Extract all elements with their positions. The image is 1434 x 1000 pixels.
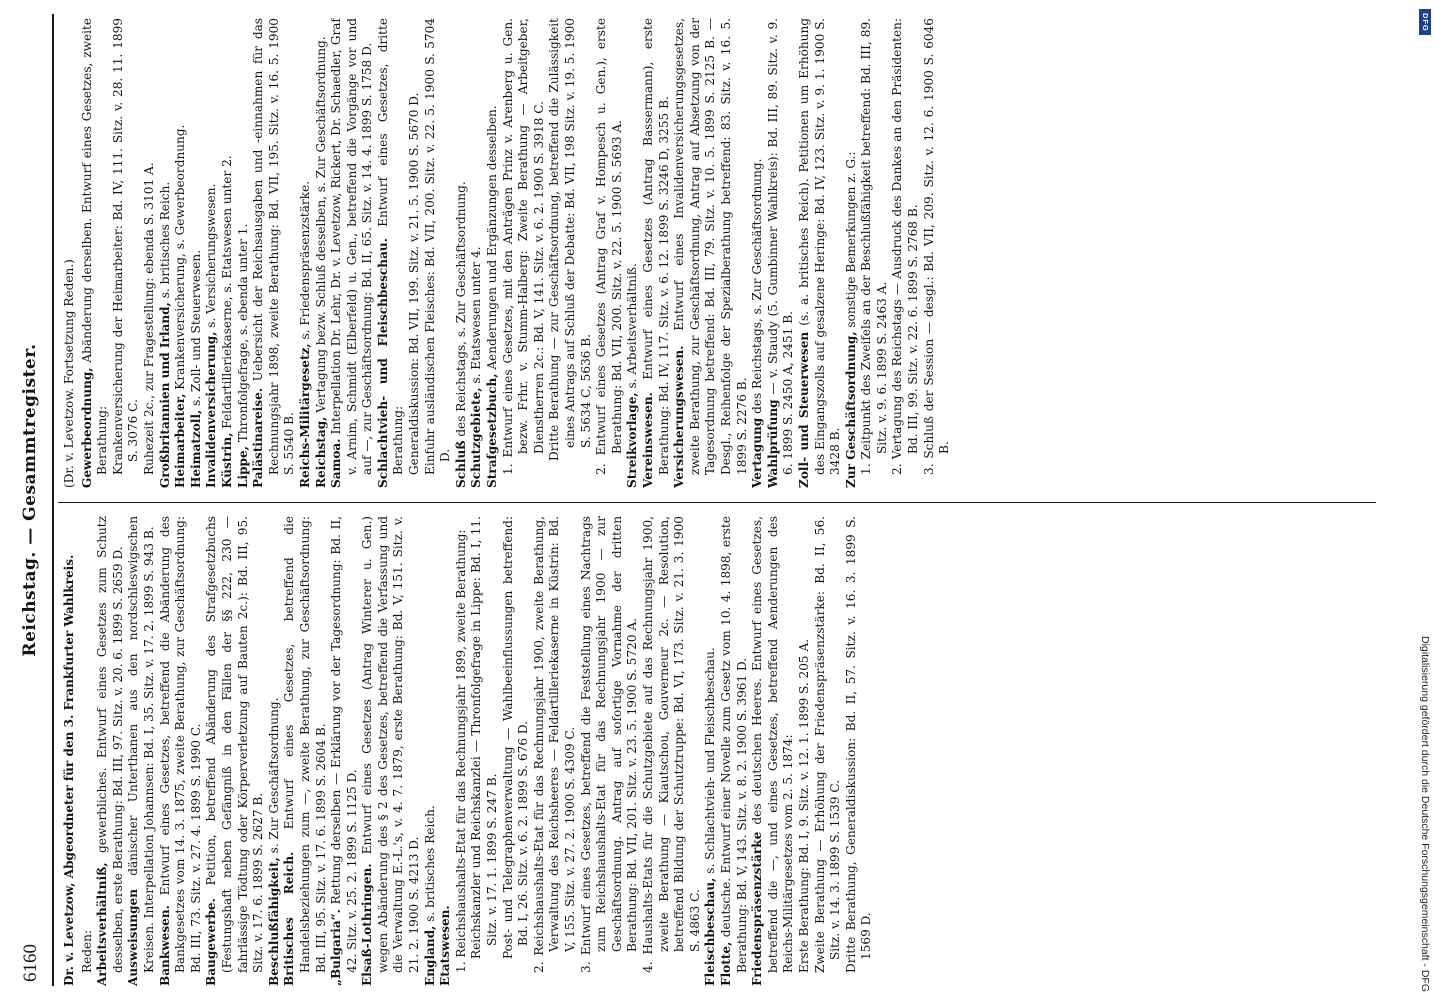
entry-heading: Vereinswesen.: [640, 392, 655, 488]
entry-text: 2. Vertagung des Reichstags — Ausdruck des Dankes an den Präsidenten: Bd. III, 99. Sitz. v. 22. 6. 1899 S. 2768 B.: [890, 18, 921, 475]
index-entry: [111, 18, 142, 488]
index-entry: [251, 18, 298, 488]
index-entry: [282, 516, 329, 986]
entry-text: Krankenversicherung der Heimarbeiter: Bd. IV, 111. Sitz. v. 28. 11. 1899 S. 3076 C.: [110, 18, 141, 475]
entry-heading: Reichs-Militärgesetz,: [297, 343, 312, 488]
entry-heading: Elsaß-Lothringen.: [360, 863, 375, 986]
page-header: [14, 14, 54, 986]
entry-heading: Schluß: [453, 440, 468, 488]
index-entry: [126, 516, 157, 986]
index-entry: [423, 18, 454, 488]
right-column: [62, 18, 1380, 488]
entry-heading: Schutzgebiete,: [469, 387, 484, 488]
index-entry: [158, 516, 205, 986]
entry-text: Feldartilleriekaserne, s. Etatswesen unter 2.: [219, 155, 234, 433]
entry-text: Generaldiskussion: Bd. VII, 199. Sitz. v. 21. 5. 1900 S. 5670 D.: [407, 92, 422, 475]
entry-text: Erste Berathung: Bd. I, 9. Sitz. v. 12. 1. 1899 S. 205 A.: [796, 638, 811, 973]
index-entry: [703, 516, 719, 986]
continuation-note: (Dr. v. Levetzow. Fortsetzung Reden.): [62, 259, 76, 488]
index-entry: [376, 18, 407, 488]
entry-text: s. Etatswesen unter 4.: [469, 246, 484, 388]
index-entry: [454, 18, 470, 488]
entry-text: Krankenversicherung, s. Gewerbeordnung.: [173, 124, 188, 394]
index-entry: [797, 18, 844, 488]
entry-text: — v. Staudy (5. Gumbinner Wahlkreis): Bd. III, 89. Sitz. v. 9. 6. 1899 S. 2450 A, 2451 B.: [765, 18, 796, 475]
column-divider: [58, 502, 1376, 503]
index-entry: [922, 18, 953, 488]
index-entry: [329, 516, 360, 986]
index-entry: [267, 516, 283, 986]
index-entry: [890, 18, 921, 488]
index-entry: [501, 516, 532, 986]
index-entry: [80, 516, 96, 986]
entry-text: Dritte Berathung, Generaldiskussion: Bd. II, 57. Sitz. v. 16. 3. 1899 S. 1569 D.: [843, 516, 874, 973]
entry-text: Vertagung bezw. Schluß desselben, s. Zur Geschäftsordnung.: [313, 36, 328, 417]
index-entry: [844, 18, 860, 488]
page-number: 6160: [20, 944, 41, 982]
entry-heading: Bankwesen.: [157, 905, 172, 986]
entry-heading: Küstrin,: [219, 432, 234, 488]
entry-text: 3. Entwurf eines Gesetzes, betreffend die Feststellung eines Nachtrags zum Reichshaushalts-Etat für das Rechnungsjahr 1900 — zur Geschäftsordnung. Antrag auf sofortige Vornahme der dritten Berathung: Bd. VII, 201. Sitz. v. 23. 5. 1900 S. 5720 A.: [578, 516, 640, 973]
dfg-logo-icon: DFG: [1419, 9, 1431, 35]
entry-text: Post- und Telegraphenverwaltung — Wahlbeeinflussungen betreffend: Bd. I, 26. Sitz. v. 6. 2. 1899 S. 676 D.: [500, 516, 531, 959]
index-entry: [594, 18, 625, 488]
entry-text: Entwurf eines Gesetzes (Antrag Bassermann), erste Berathung: Bd. IV, 117. Sitz. v. 6. 12. 1899 S. 3246 D, 3255 B.: [640, 18, 671, 475]
index-entry: [750, 516, 797, 986]
entry-text: Zweite Berathung — Erhöhung der Friedenspräsenzstärke: Bd. II, 56. Sitz. v. 14. 3. 1899 S. 1539 C.: [812, 516, 843, 973]
entry-text: s. Zur Geschäftsordnung.: [266, 697, 281, 858]
member-name: Dr. v. Levetzow, Abgeordneter für den 3. Frankfurter Wahlkreis.: [62, 554, 76, 986]
entry-text: s. britisches Reich.: [422, 805, 437, 926]
entry-heading: Palästinareise.: [251, 387, 266, 488]
index-entry: [859, 18, 890, 488]
index-entry: [407, 18, 423, 488]
index-entry: [204, 18, 220, 488]
entry-heading: Etatswesen.: [438, 905, 453, 986]
entry-text: s. Zoll- und Steuerwesen.: [188, 249, 203, 410]
index-entry: [797, 516, 813, 986]
index-entry: [158, 18, 174, 488]
entry-text: deutsche. Entwurf einer Novelle zum Gesetz vom 10. 4. 1898, erste Berathung: Bd. V, 143. Sitz. v. 8. 2. 1900 S. 3961 D.: [718, 516, 749, 973]
entry-text: 1. Entwurf eines Gesetzes, mit den Anträgen Prinz v. Arenberg u. Gen. bezw. Frhr. v. Stumm-Halberg: Zweite Berathung — Arbeitgeber, Dienstherren 2c.: Bd. V, 141. Sitz. v. 6. 2. 1900 S. 3918 C.: [500, 18, 546, 475]
index-entry: [844, 516, 875, 986]
entry-heading: Arbeitsverhältniß,: [95, 862, 110, 986]
entry-heading: Versicherungswesen.: [672, 345, 687, 488]
entry-heading: Samoa.: [329, 438, 344, 488]
entry-text: s. britisches Reich.: [157, 181, 172, 303]
entry-text: Abänderung derselben. Entwurf eines Gesetzes, zweite Berathung:: [79, 18, 110, 475]
index-entry: [298, 18, 314, 488]
index-entry: [189, 18, 205, 488]
entry-text: dänischer Unterthanen aus den nordschleswigschen Kreisen. Interpellation Johannsen: Bd. I, 35. Sitz. v. 17. 2. 1899 S. 943 B.: [126, 516, 156, 973]
index-entry: [625, 18, 641, 488]
entry-text: gewerbliches. Entwurf eines Gesetzes zum Schutz desselben, erste Berathung: Bd. III, 97. Sitz. v. 20. 6. 1899 S. 2659 D.: [95, 516, 125, 973]
index-entry: [236, 18, 252, 488]
index-entry: [360, 516, 422, 986]
entry-text: des deutschen Heeres. Entwurf eines Gesetzes, betreffend die —, und eines Gesetzes, betreffend Aenderungen des Reichs-Militärgesetzes vom 2. 5. 1874:: [750, 516, 796, 973]
entry-text: Petition, betreffend Abänderung des Strafgesetzbuchs (Festungshaft neben Gefängniß in den Fällen der §§ 222, 230 — fahrlässige Tödtung oder Körperverletzung auf Bauten 2c.): Bd. III, 95. Sitz. v. 17. 6. 1899 S. 2627 B.: [204, 516, 266, 973]
entry-text: sonstige Bemerkungen z. G.:: [843, 151, 858, 332]
entry-text: Einfuhr ausländischen Fleisches: Bd. VII, 200. Sitz. v. 22. 5. 1900 S. 5704 D.: [422, 18, 453, 475]
entry-text: 4. Haushalts-Etats für die Schutzgebiete auf das Rechnungsjahr 1900, zweite Berathung — Kiautschou, Gouverneur 2c. — Resolution, betreffend Bildung der Schutztruppe: Bd. VI, 173. Sitz. v. 21. 3. 1900 S. 4863 C.: [640, 516, 702, 973]
index-entry: [423, 516, 439, 986]
entry-text: Entwurf eines Gesetzes (Antrag Winterer u. Gen.) wegen Abänderung des § 2 des Gesetzes, betreffend die Verfassung und die Verwaltung E.-L.'s, v. 4. 7. 1879, erste Berathung: Bd. V, 151. Sitz. v. 21. 2. 1900 S. 4213 D.: [360, 516, 422, 973]
index-entry: [469, 18, 485, 488]
index-entry: [438, 516, 454, 986]
index-entry: [485, 18, 501, 488]
digitization-credit: [1418, 8, 1432, 992]
index-entry: [173, 18, 189, 488]
entry-heading: Gewerbeordnung,: [79, 367, 94, 488]
index-entry: [766, 18, 797, 488]
entry-heading: Schlachtvieh- und Fleischbeschau.: [375, 238, 390, 488]
entry-text: Reden:: [79, 929, 94, 973]
index-entry: [501, 18, 548, 488]
entry-text: Entwurf eines Gesetzes, betreffend die Abänderung des Bankgesetzes vom 14. 3. 1875, zweite Berathung, zur Geschäftsordnung: Bd. III, 73. Sitz. v. 27. 4. 1899 S. 1990 C.: [157, 516, 203, 973]
entry-text: Reichskanzler und Reichskanzlei — Thronfolgefrage in Lippe: Bd. I, 11. Sitz. v. 17. 1. 1899 S. 247 B.: [469, 516, 500, 959]
entry-heading: Lippe,: [235, 446, 250, 488]
index-entry: [750, 18, 766, 488]
entry-text: 1. Reichshaushalts-Etat für das Rechnungsjahr 1899, zweite Berathung:: [453, 529, 468, 973]
index-entry: [641, 516, 703, 986]
entry-heading: Zoll- und Steuerwesen: [796, 331, 811, 488]
entry-text: Entwurf eines Gesetzes, dritte Berathung:: [375, 18, 406, 475]
entry-text: Uebersicht der Reichsausgaben und -einnahmen für das Rechnungsjahr 1898, zweite Berathung: Bd. VII, 195. Sitz. v. 16. 5. 1900 S. 5540 B.: [251, 18, 297, 475]
entry-heading: England,: [422, 925, 437, 986]
entry-text: Rettung derselben — Erklärung vor der Tagesordnung: Bd. II, 42. Sitz. v. 25. 2. 1899 S. 1125 D.: [329, 516, 359, 973]
entry-heading: Strafgesetzbuch,: [485, 373, 500, 488]
entry-text: des Reichstags, s. Zur Geschäftsordnung.: [453, 181, 468, 441]
entry-text: Ruhezeit 2c., zur Fragestellung: ebenda S. 3101 A.: [141, 162, 156, 475]
entry-heading: Friedenspräsenzstärke: [750, 831, 765, 986]
entry-heading: Großbritannien und Irland,: [157, 302, 172, 488]
entry-heading: Heimarbeiter,: [173, 393, 188, 488]
index-entry: [672, 18, 750, 488]
entry-text: 1. Zeitpunkt des Zweifels an der Beschlußfähigkeit betreffend: Bd. III, 89. Sitz. v. 9. 6. 1899 S. 2463 A.: [859, 18, 889, 475]
index-entry: [813, 516, 844, 986]
entry-heading: Britisches Reich.: [282, 851, 297, 986]
index-entry: [80, 18, 111, 488]
entry-heading: Flotte,: [718, 941, 733, 986]
index-entry: [142, 18, 158, 488]
entry-heading: Ausweisungen: [126, 888, 141, 986]
entry-heading: Heimatzoll,: [188, 409, 203, 488]
entry-text: s. Versicherungswesen.: [204, 183, 219, 332]
left-column: [62, 516, 1380, 986]
credit-text: Digitalisierung gefördert durch die Deutsche Forschungsgemeinschaft - DFG: [1419, 635, 1431, 992]
entry-text: Thronfolgefrage, s. ebenda unter 1.: [235, 223, 250, 447]
index-entry: [641, 18, 672, 488]
index-entry: [220, 18, 236, 488]
index-entry: [532, 516, 579, 986]
index-entry: [719, 516, 750, 986]
entry-heading: Invalidenversicherung,: [204, 331, 219, 488]
entry-text: Aenderungen und Ergänzungen desselben.: [485, 105, 500, 374]
entry-text: s. Schlachtvieh- und Fleischbeschau.: [703, 647, 718, 878]
running-head: Reichstag. — Gesammtregister.: [20, 343, 40, 657]
entry-heading: Reichstag,: [313, 416, 328, 488]
index-entry: [329, 18, 376, 488]
entry-heading: Wahlprüfung: [765, 399, 780, 488]
index-entry: [95, 516, 126, 986]
entry-heading: Zur Geschäftsordnung,: [843, 331, 858, 488]
entry-text: Interpellation Dr. Lehr, Dr. v. Levetzow, Rickert, Dr. Schaedler, Graf v. Arnim, Schmidt (Elberfeld) u. Gen., betreffend die Vorgänge vor und auf —, zur Geschäftsordnung: Bd. II, 65. Sitz. v. 14. 4. 1899 S. 1758 D.: [329, 18, 375, 475]
index-entry: [469, 516, 500, 986]
index-entry: [579, 516, 641, 986]
entry-text: Dritte Berathung — zur Geschäftsordnung, betreffend die Zulässigkeit eines Antrags auf Schluß der Debatte: Bd. VII, 198 Sitz. v. 19. 5. 1900 S. 5634 C, 5636 B.: [547, 18, 593, 461]
entry-text: s. Arbeitsverhältniß.: [625, 263, 640, 393]
entry-text: des Reichstags, s. Zur Geschäftsordnung.: [750, 158, 765, 418]
entry-text: 2. Reichshaushalts-Etat für das Rechnungsjahr 1900, zweite Berathung, Verwaltung des Reichsheeres — Feldartilleriekaserne in Küstrin: Bd. V, 155. Sitz. v. 27. 2. 1900 S. 4309 C.: [531, 516, 577, 973]
entry-text: (s. a. britisches Reich). Petitionen um Erhöhung des Eingangszolls auf gesalzene Heringe: Bd. IV, 123. Sitz. v. 9. 1. 1900 S. 3428 B.: [796, 18, 843, 475]
entry-heading: Streikvorlage,: [625, 392, 640, 488]
entry-heading: Vertagung: [750, 417, 765, 488]
entry-text: s. Friedenspräsenzstärke.: [297, 180, 312, 344]
entry-heading: „Bulgaria“.: [329, 909, 344, 986]
index-entry: [314, 18, 330, 488]
index-entry: [547, 18, 594, 488]
index-entry: [204, 516, 266, 986]
entry-text: 3. Schluß der Session — desgl.: Bd. VII, 209. Sitz. v. 12. 6. 1900 S. 6046 B.: [921, 18, 952, 475]
entry-text: Entwurf eines Gesetzes, betreffend die Handelsbeziehungen zum —, zweite Berathung, zur Geschäftsordnung: Bd. III, 95. Sitz. v. 17. 6. 1899 S. 2604 B.: [282, 516, 328, 973]
entry-heading: Beschlußfähigkeit,: [266, 857, 281, 986]
entry-text: Entwurf eines Invalidenversicherungsgesetzes, zweite Berathung, zur Geschäftsordnung, Antrag auf Absetzung von der Tagesordnung betreffend: Bd. III, 79. Sitz. v. 10. 5. 1899 S. 2125 B. — Desgl., Reihenfolge der Spezialberathung betreffend: 83. Sitz. v. 16. 5. 1899 S. 2276 B.: [672, 18, 749, 475]
entry-text: 2. Entwurf eines Gesetzes (Antrag Graf v. Hompesch u. Gen.), erste Berathung: Bd. VII, 200. Sitz. v. 22. 5. 1900 S. 5693 A.: [594, 18, 624, 475]
index-entry: [454, 516, 470, 986]
entry-heading: Baugewerbe.: [204, 898, 219, 986]
entry-heading: Fleischbeschau,: [703, 877, 718, 986]
